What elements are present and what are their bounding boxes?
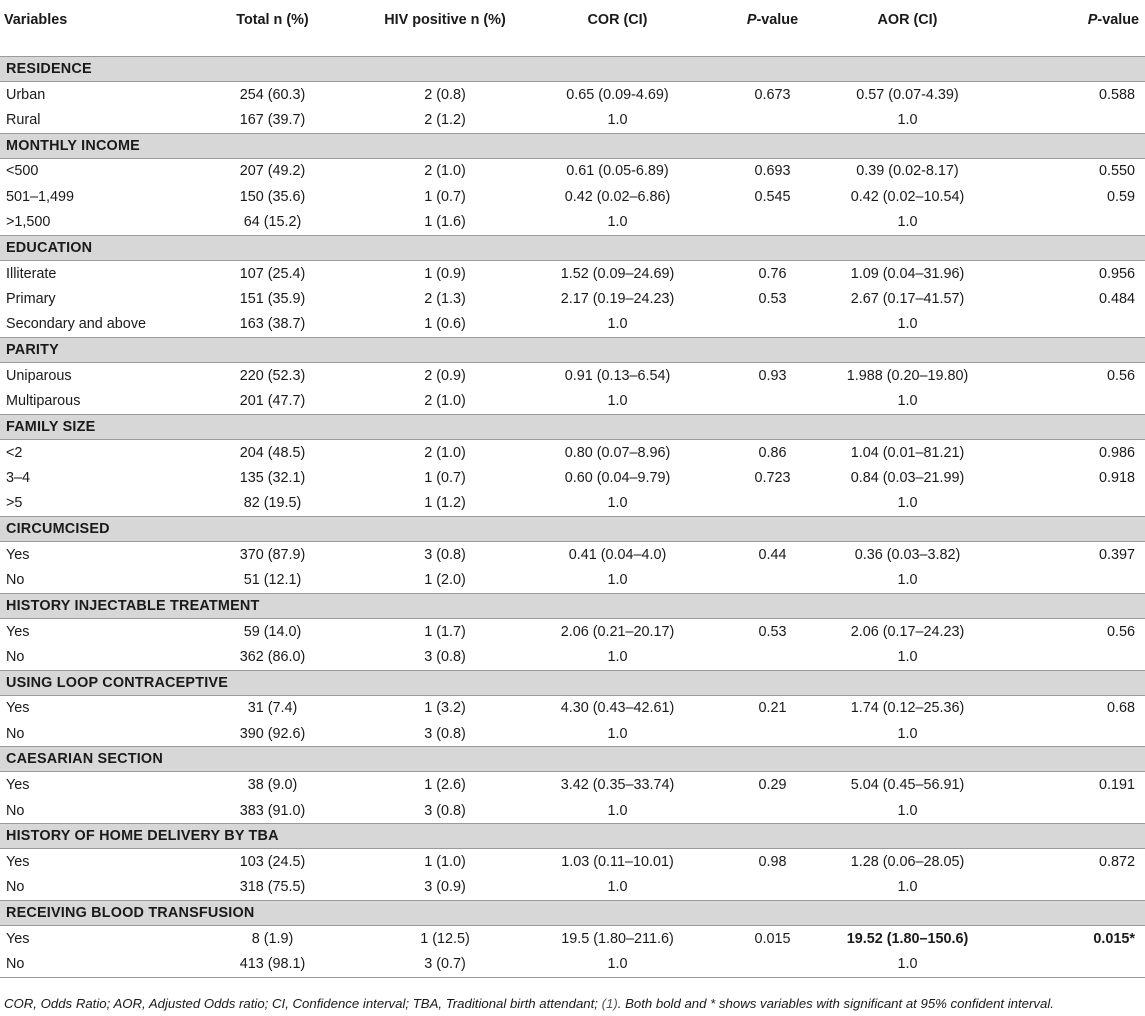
cell-variable: No: [6, 879, 25, 896]
table-row: [0, 542, 1145, 568]
section-row: [0, 235, 1145, 260]
cell-total: 8 (1.9): [251, 930, 294, 947]
cell-variable: Secondary and above: [6, 316, 147, 333]
cell-aor: 19.52 (1.80–150.6): [846, 930, 969, 947]
cell-p-value-1: 0.53: [758, 623, 787, 640]
header-p-italic: P: [746, 12, 757, 28]
cell-p-value-2: [980, 210, 1145, 236]
cell-variable: Urban: [6, 86, 46, 103]
cell-hiv-positive: 2 (1.3): [424, 291, 466, 308]
cell-cor: 1.0: [607, 572, 628, 589]
cell-p-value-2: 0.872: [1098, 853, 1135, 870]
cell-total: 370 (87.9): [239, 546, 306, 563]
cell-p-value-2: 0.56: [1106, 623, 1135, 640]
table-row: [0, 644, 1145, 670]
cell-total: 390 (92.6): [239, 725, 306, 742]
cell-total: 150 (35.6): [239, 188, 306, 205]
cell-p-value-1: [710, 875, 835, 901]
cell-p-value-1: [710, 567, 835, 593]
cell-hiv-positive: 1 (0.7): [424, 469, 466, 486]
cell-variable: Yes: [6, 930, 30, 947]
cell-total: 135 (32.1): [239, 469, 306, 486]
cell-p-value-2: [980, 644, 1145, 670]
section-title: USING LOOP CONTRACEPTIVE: [0, 670, 1145, 695]
section-title: HISTORY OF HOME DELIVERY BY TBA: [0, 824, 1145, 849]
cell-variable: Uniparous: [6, 367, 72, 384]
header-aor: AOR (CI): [835, 0, 980, 57]
cell-hiv-positive: 2 (0.9): [424, 367, 466, 384]
cell-aor: 0.42 (0.02–10.54): [850, 188, 965, 205]
cell-variable: 501–1,499: [6, 188, 75, 205]
section-title: MONTHLY INCOME: [0, 133, 1145, 158]
cell-p-value-1: 0.53: [758, 291, 787, 308]
cell-cor: 1.0: [607, 648, 628, 665]
cell-hiv-positive: 2 (1.0): [424, 163, 466, 180]
cell-cor: 1.0: [607, 112, 628, 129]
cell-aor: 1.0: [897, 572, 918, 589]
cell-hiv-positive: 2 (1.2): [424, 112, 466, 129]
cell-p-value-1: 0.29: [758, 777, 787, 794]
cell-aor: 1.28 (0.06–28.05): [850, 853, 965, 870]
cell-hiv-positive: 1 (2.6): [424, 777, 466, 794]
cell-total: 151 (35.9): [239, 291, 306, 308]
header-p-rest: -value: [1097, 12, 1139, 28]
cell-total: 64 (15.2): [243, 214, 302, 231]
cell-cor: 0.41 (0.04–4.0): [568, 546, 667, 563]
table-row: [0, 721, 1145, 747]
section-row: [0, 414, 1145, 439]
cell-aor: 1.04 (0.01–81.21): [850, 444, 965, 461]
cell-p-value-2: [980, 567, 1145, 593]
cell-cor: 1.0: [607, 316, 628, 333]
cell-hiv-positive: 3 (0.8): [424, 546, 466, 563]
cell-variable: Rural: [6, 112, 41, 129]
header-total: Total n (%): [180, 0, 365, 57]
cell-p-value-1: [710, 951, 835, 977]
cell-variable: Yes: [6, 623, 30, 640]
cell-hiv-positive: 2 (1.0): [424, 444, 466, 461]
section-title: HISTORY INJECTABLE TREATMENT: [0, 593, 1145, 618]
cell-cor: 1.0: [607, 495, 628, 512]
cell-p-value-1: 0.673: [754, 86, 791, 103]
section-title: CAESARIAN SECTION: [0, 747, 1145, 772]
cell-cor: 1.0: [607, 393, 628, 410]
section-title: EDUCATION: [0, 235, 1145, 260]
cell-aor: 1.0: [897, 316, 918, 333]
cell-p-value-2: 0.484: [1098, 291, 1135, 308]
section-row: [0, 670, 1145, 695]
cell-total: 31 (7.4): [247, 700, 298, 717]
cell-p-value-1: 0.693: [754, 163, 791, 180]
cell-p-value-2: [980, 491, 1145, 517]
table-row: [0, 465, 1145, 490]
section-title: RECEIVING BLOOD TRANSFUSION: [0, 900, 1145, 925]
cell-aor: 1.0: [897, 725, 918, 742]
cell-p-value-1: [710, 107, 835, 133]
cell-hiv-positive: 1 (12.5): [420, 930, 470, 947]
cell-variable: 3–4: [6, 469, 31, 486]
table-row: [0, 363, 1145, 389]
cell-p-value-1: 0.93: [758, 367, 787, 384]
cell-hiv-positive: 2 (0.8): [424, 86, 466, 103]
cell-p-value-2: 0.56: [1106, 367, 1135, 384]
header-cor: COR (CI): [525, 0, 710, 57]
cell-hiv-positive: 3 (0.8): [424, 648, 466, 665]
cell-p-value-2: 0.015*: [1093, 930, 1135, 947]
cell-p-value-2: 0.68: [1106, 700, 1135, 717]
cell-p-value-2: [980, 721, 1145, 747]
cell-hiv-positive: 1 (0.7): [424, 188, 466, 205]
cell-p-value-2: 0.397: [1098, 546, 1135, 563]
cell-hiv-positive: 1 (1.2): [424, 495, 466, 512]
table-row: [0, 158, 1145, 184]
cell-total: 254 (60.3): [239, 86, 306, 103]
cell-aor: 1.74 (0.12–25.36): [850, 700, 965, 717]
cell-total: 167 (39.7): [239, 112, 306, 129]
cell-aor: 5.04 (0.45–56.91): [850, 777, 965, 794]
cell-p-value-1: [710, 312, 835, 338]
table-row: [0, 925, 1145, 951]
cell-cor: 4.30 (0.43–42.61): [560, 700, 675, 717]
cell-variable: No: [0, 951, 180, 977]
cell-p-value-2: 0.986: [1098, 444, 1135, 461]
cell-p-value-1: 0.015: [754, 930, 791, 947]
cell-cor: 3.42 (0.35–33.74): [560, 777, 675, 794]
cell-total: 38 (9.0): [247, 777, 298, 794]
cell-aor: 0.39 (0.02-8.17): [856, 163, 959, 180]
cell-variable: Illiterate: [6, 265, 57, 282]
table-row: [0, 798, 1145, 824]
cell-total: 107 (25.4): [239, 265, 306, 282]
cell-p-value-2: [980, 875, 1145, 901]
cell-variable: >1,500: [6, 214, 51, 231]
cell-total: 207 (49.2): [239, 163, 306, 180]
header-p-value-1: [710, 0, 835, 57]
cell-hiv-positive: 2 (1.0): [424, 393, 466, 410]
cell-hiv-positive: 1 (1.0): [424, 853, 466, 870]
section-row: [0, 824, 1145, 849]
table-row: [0, 389, 1145, 415]
cell-hiv-positive: 3 (0.7): [365, 951, 525, 977]
cell-aor: 2.06 (0.17–24.23): [850, 623, 965, 640]
cell-aor: 1.0: [897, 648, 918, 665]
header-hiv-positive: HIV positive n (%): [365, 0, 525, 57]
cell-aor: 1.0: [897, 214, 918, 231]
cell-p-value-1: 0.86: [758, 444, 787, 461]
cell-cor: 0.91 (0.13–6.54): [564, 367, 671, 384]
cell-cor: 1.0: [525, 951, 710, 977]
table-header: [0, 0, 1145, 57]
section-row: [0, 900, 1145, 925]
cell-cor: 2.06 (0.21–20.17): [560, 623, 675, 640]
cell-p-value-1: [710, 389, 835, 415]
section-row: [0, 338, 1145, 363]
cell-p-value-2: 0.191: [1098, 777, 1135, 794]
table-row: [0, 618, 1145, 644]
cell-variable: No: [6, 572, 25, 589]
cell-total: 103 (24.5): [239, 853, 306, 870]
cell-p-value-2: 0.588: [1098, 86, 1135, 103]
footnote-reference: (1): [601, 996, 618, 1011]
cell-p-value-2: [980, 951, 1145, 977]
cell-cor: 1.0: [607, 725, 628, 742]
cell-cor: 1.03 (0.11–10.01): [561, 853, 674, 870]
cell-cor: 0.42 (0.02–6.86): [564, 188, 671, 205]
cell-p-value-1: [710, 644, 835, 670]
header-p-italic: P: [1087, 12, 1098, 28]
section-row: [0, 517, 1145, 542]
cell-hiv-positive: 1 (2.0): [424, 572, 466, 589]
cell-total: 51 (12.1): [243, 572, 302, 589]
cell-total: 362 (86.0): [239, 648, 306, 665]
cell-p-value-1: 0.44: [758, 546, 787, 563]
cell-aor: 1.988 (0.20–19.80): [846, 367, 969, 384]
cell-hiv-positive: 1 (1.6): [424, 214, 466, 231]
cell-variable: No: [6, 648, 25, 665]
section-row: [0, 133, 1145, 158]
table-row: [0, 312, 1145, 338]
cell-variable: Primary: [6, 291, 56, 308]
section-row: [0, 593, 1145, 618]
cell-p-value-2: 0.550: [1098, 163, 1135, 180]
cell-p-value-2: [980, 312, 1145, 338]
cell-hiv-positive: 1 (1.7): [424, 623, 466, 640]
cell-variable: >5: [6, 495, 23, 512]
cell-p-value-1: [710, 721, 835, 747]
cell-variable: <2: [6, 444, 23, 461]
cell-p-value-1: [710, 798, 835, 824]
table-row: [0, 772, 1145, 798]
cell-aor: 1.09 (0.04–31.96): [850, 265, 965, 282]
section-title: PARITY: [0, 338, 1145, 363]
section-row: [0, 57, 1145, 82]
table-footnote: [4, 996, 1144, 1011]
cell-p-value-2: 0.59: [1106, 188, 1135, 205]
cell-cor: 1.0: [607, 802, 628, 819]
footnote-text: COR, Odds Ratio; AOR, Adjusted Odds ratio; CI, Confidence interval; TBA, Traditional birth attendant;: [4, 996, 602, 1011]
table-row: [0, 439, 1145, 465]
section-title: RESIDENCE: [0, 57, 1145, 82]
cell-cor: 0.60 (0.04–9.79): [564, 469, 671, 486]
cell-hiv-positive: 1 (0.9): [424, 265, 466, 282]
header-p-rest: -value: [756, 12, 799, 28]
table-row: [0, 82, 1145, 108]
header-variables: Variables: [0, 0, 180, 57]
cell-aor: 1.0: [897, 802, 918, 819]
table-row: [0, 951, 1145, 977]
table-row: [0, 184, 1145, 209]
header-row: [0, 0, 1145, 57]
cell-p-value-2: [980, 107, 1145, 133]
cell-p-value-1: 0.98: [758, 853, 787, 870]
table-body: [0, 57, 1145, 978]
cell-variable: No: [6, 802, 25, 819]
cell-aor: 0.57 (0.07-4.39): [856, 86, 959, 103]
cell-p-value-1: [710, 491, 835, 517]
table-row: [0, 286, 1145, 311]
cell-cor: 19.5 (1.80–211.6): [561, 930, 674, 947]
cell-total: 82 (19.5): [243, 495, 302, 512]
cell-aor: 1.0: [835, 951, 980, 977]
cell-cor: 2.17 (0.19–24.23): [560, 291, 675, 308]
cell-variable: Multiparous: [6, 393, 81, 410]
cell-cor: 0.80 (0.07–8.96): [564, 444, 671, 461]
table-row: [0, 849, 1145, 875]
cell-p-value-1: 0.76: [758, 265, 787, 282]
table-row: [0, 107, 1145, 133]
table-row: [0, 260, 1145, 286]
cell-aor: 1.0: [897, 393, 918, 410]
cell-hiv-positive: 3 (0.9): [424, 879, 466, 896]
cell-hiv-positive: 1 (0.6): [424, 316, 466, 333]
cell-p-value-2: [980, 798, 1145, 824]
cell-variable: Yes: [6, 853, 30, 870]
table-row: [0, 875, 1145, 901]
cell-p-value-1: 0.723: [754, 469, 791, 486]
cell-hiv-positive: 1 (3.2): [424, 700, 466, 717]
cell-aor: 2.67 (0.17–41.57): [850, 291, 965, 308]
cell-total: 163 (38.7): [239, 316, 306, 333]
section-row: [0, 747, 1145, 772]
cell-p-value-2: 0.918: [1098, 469, 1135, 486]
section-title: CIRCUMCISED: [0, 517, 1145, 542]
cell-aor: 1.0: [897, 112, 918, 129]
cell-total: 204 (48.5): [239, 444, 306, 461]
cell-aor: 0.36 (0.03–3.82): [854, 546, 961, 563]
footnote-text-end: . Both bold and * shows variables with significant at 95% confident interval.: [617, 996, 1054, 1011]
cell-variable: Yes: [6, 777, 30, 794]
cell-total: 59 (14.0): [243, 623, 302, 640]
cell-cor: 0.65 (0.09-4.69): [566, 86, 669, 103]
cell-variable: Yes: [6, 700, 30, 717]
cell-aor: 1.0: [897, 879, 918, 896]
header-p-value-2: [980, 0, 1145, 57]
table-row: [0, 695, 1145, 721]
cell-cor: 1.0: [607, 879, 628, 896]
table-row: [0, 210, 1145, 236]
cell-aor: 0.84 (0.03–21.99): [850, 469, 965, 486]
cell-total: 201 (47.7): [239, 393, 306, 410]
cell-cor: 1.0: [607, 214, 628, 231]
cell-variable: Yes: [6, 546, 30, 563]
cell-p-value-1: 0.545: [754, 188, 791, 205]
cell-p-value-1: 0.21: [758, 700, 787, 717]
cell-p-value-1: [710, 210, 835, 236]
cell-p-value-2: 0.956: [1098, 265, 1135, 282]
cell-total: 220 (52.3): [239, 367, 306, 384]
cell-total: 383 (91.0): [239, 802, 306, 819]
cell-cor: 0.61 (0.05-6.89): [566, 163, 669, 180]
table-row: [0, 567, 1145, 593]
cell-hiv-positive: 3 (0.8): [424, 725, 466, 742]
cell-variable: <500: [6, 163, 39, 180]
cell-p-value-2: [980, 389, 1145, 415]
cell-cor: 1.52 (0.09–24.69): [560, 265, 675, 282]
cell-hiv-positive: 3 (0.8): [424, 802, 466, 819]
cell-total: 318 (75.5): [239, 879, 306, 896]
table-row: [0, 491, 1145, 517]
cell-variable: No: [6, 725, 25, 742]
cell-total: 413 (98.1): [180, 951, 365, 977]
section-title: FAMILY SIZE: [0, 414, 1145, 439]
cell-aor: 1.0: [897, 495, 918, 512]
